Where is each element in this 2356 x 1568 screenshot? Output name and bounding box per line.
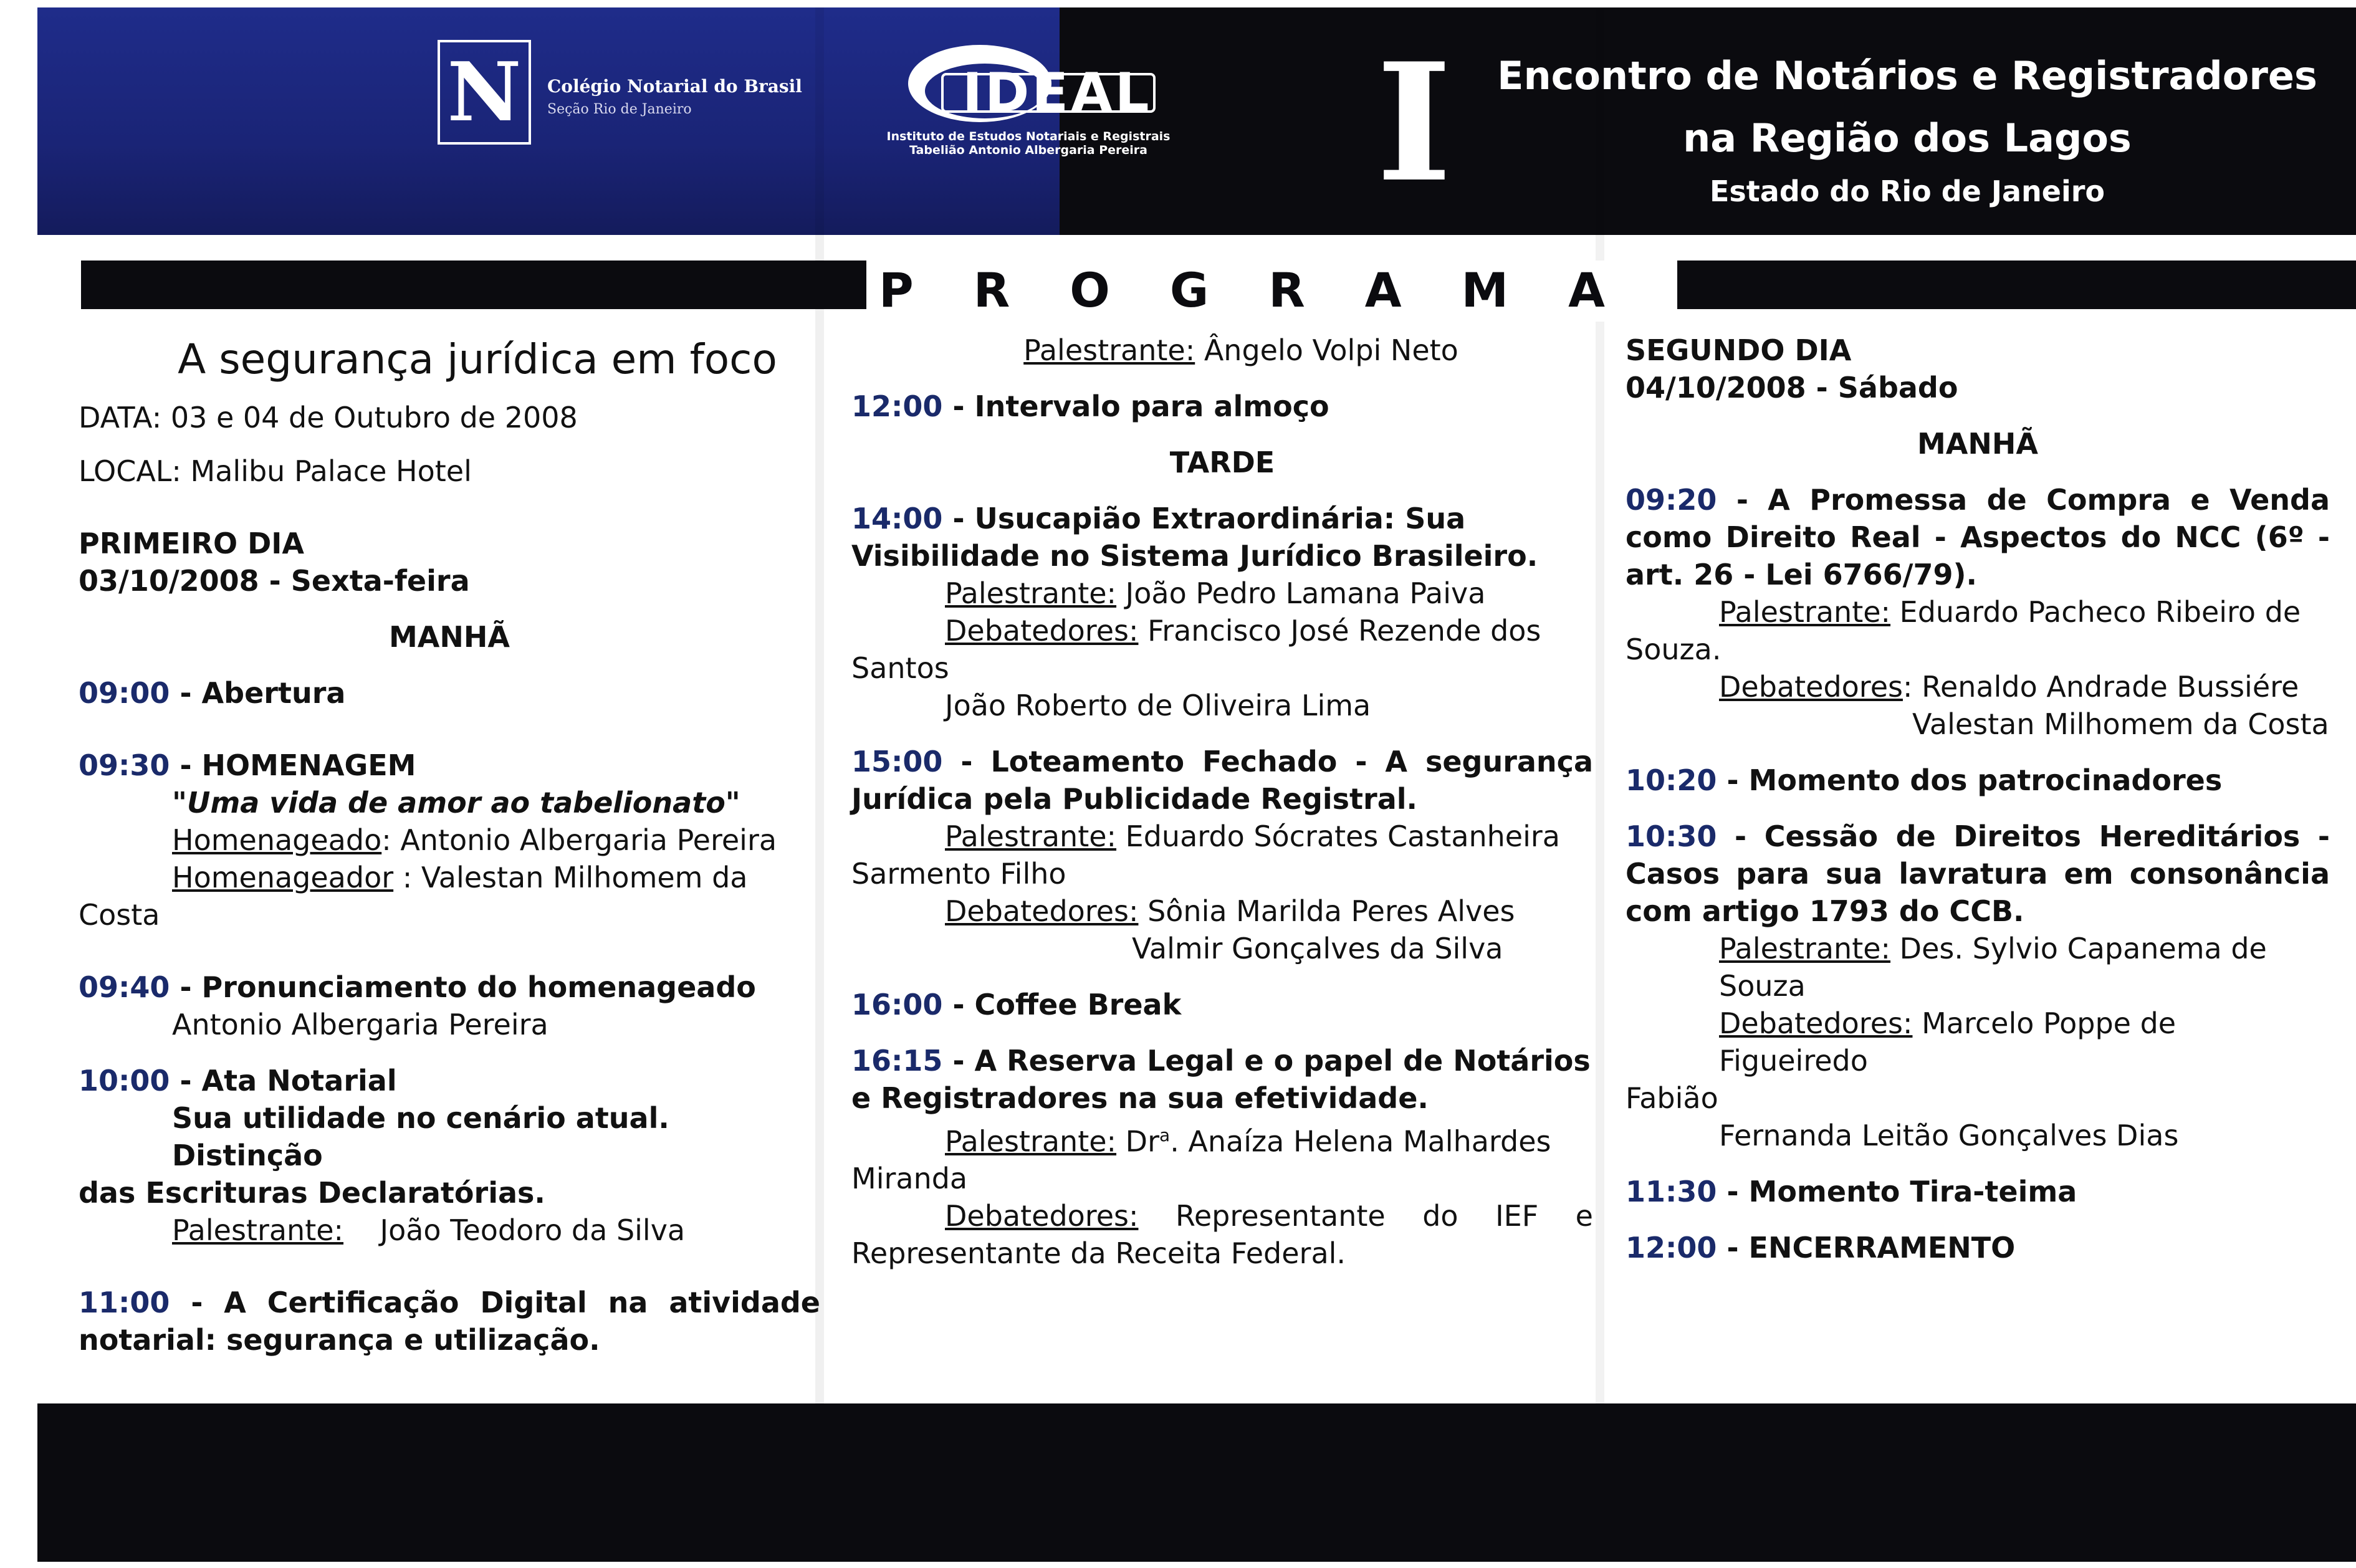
program-item: 09:30 - HOMENAGEM "Uma vida de amor ao tabelionato" Homenageado: Antonio Albergaria Pereira Homenageador : Valestan Milhomem da Costa <box>79 747 820 934</box>
ideal-logo <box>905 40 1167 130</box>
program-item: 10:00 - Ata Notarial Sua utilidade no cenário atual. Distinção das Escrituras Declaratórias. Palestrante: João Teodoro da Silva <box>79 1064 686 1247</box>
program-item: 14:00 - Usucapião Extraordinária: Sua Visibilidade no Sistema Jurídico Brasileiro. Palestrante: João Pedro Lamana Paiva Debatedores: Francisco José Rezende dos Santos João Roberto de Oliveira Lima <box>851 502 1541 722</box>
program-item: 15:00 - Loteamento Fechado - A segurança Jurídica pela Publicidade Registral. Palestrante: Eduardo Sócrates Castanheira Sarmento Filho Debatedores: Sônia Marilda Peres Alves Valmir Gonçalves da Silva <box>851 745 1593 965</box>
cnb-logo <box>438 40 531 145</box>
subtitle: A segurança jurídica em foco <box>178 335 777 383</box>
programa-label <box>866 261 1677 320</box>
program-item: 09:00 - Abertura <box>79 676 346 710</box>
brochure-page <box>37 7 2356 1562</box>
date-line: DATA: 03 e 04 de Outubro de 2008 <box>79 401 578 434</box>
day2-title: SEGUNDO DIA <box>1626 333 1852 367</box>
column-day2 <box>1626 332 2330 1266</box>
program-item: 09:20 - A Promessa de Compra e Venda como Direito Real - Aspectos do NCC (6º - art. 26 - Lei 6766/79). Palestrante: Eduardo Pacheco Ribeiro de Souza. Debatedores: Renaldo Andrade Bussiére Valestan Milhomem da Costa <box>1626 483 2330 741</box>
ideal-line2: Tabelião Antonio Albergaria Pereira <box>909 143 1147 157</box>
program-item: 10:20 - Momento dos patrocinadores <box>1626 763 2223 797</box>
program-item: 11:30 - Momento Tira-teima <box>1626 1175 2077 1208</box>
cnb-section: Seção Rio de Janeiro <box>547 102 692 117</box>
afternoon-heading: TARDE <box>1169 446 1275 479</box>
morning-heading: MANHÃ <box>389 620 510 654</box>
homage-quote: "Uma vida de amor ao tabelionato" <box>172 786 740 820</box>
column-day1 <box>79 332 820 1359</box>
edition-numeral: I <box>1376 28 1452 218</box>
program-item: 12:00 - Intervalo para almoço <box>851 390 1329 423</box>
program-item: 16:15 - A Reserva Legal e o papel de Notários e Registradores na sua efetividade. Palestrante: Dr$^a$. Anaíza Helena Malhardes Miranda Debatedores: Representante do IEF e Representante da Receita Federal. <box>851 1044 1593 1271</box>
footer-band <box>37 1403 2356 1562</box>
cnb-text <box>547 76 802 117</box>
ideal-logo-text: IDEAL <box>962 62 1152 124</box>
day2-date: 04/10/2008 - Sábado <box>1626 371 1958 404</box>
event-title-line1: Encontro de Notários e Registradores <box>1497 53 2317 98</box>
program-item: 12:00 - ENCERRAMENTO <box>1626 1231 2016 1264</box>
program-item: 11:00 - A Certificação Digital na atividade notarial: segurança e utilização. <box>79 1286 820 1357</box>
local-line: LOCAL: Malibu Palace Hotel <box>79 454 472 488</box>
cnb-logo-letter: N <box>447 44 522 140</box>
day1-date: 03/10/2008 - Sexta-feira <box>79 564 470 598</box>
ideal-line1: Instituto de Estudos Notariais e Registrais <box>886 130 1171 143</box>
event-title-line3: Estado do Rio de Janeiro <box>1709 174 2105 208</box>
cnb-name: Colégio Notarial do Brasil <box>547 76 802 97</box>
morning-heading: MANHÃ <box>1917 427 2038 461</box>
fold-line <box>1596 7 1604 1562</box>
column-day1-cont <box>851 332 1593 1272</box>
programa-label-text: PROGRAMA <box>879 262 1665 318</box>
event-title-line2: na Região dos Lagos <box>1683 115 2132 161</box>
program-item: 16:00 - Coffee Break <box>851 988 1182 1021</box>
speaker-line: Palestrante: Ângelo Volpi Neto <box>1023 333 1458 367</box>
ideal-subtitle <box>854 130 1203 157</box>
program-item: 09:40 - Pronunciamento do homenageado Antonio Albergaria Pereira <box>79 970 756 1041</box>
header-band <box>37 7 2356 235</box>
program-item: 10:30 - Cessão de Direitos Hereditários - Casos para sua lavratura em consonância com artigo 1793 do CCB. Palestrante: Des. Sylvio Capanema de Souza Debatedores: Marcelo Poppe de Figueiredo Fabião Fernanda Leitão Gonçalves Dias <box>1626 820 2330 1152</box>
day1-title: PRIMEIRO DIA <box>79 527 305 560</box>
